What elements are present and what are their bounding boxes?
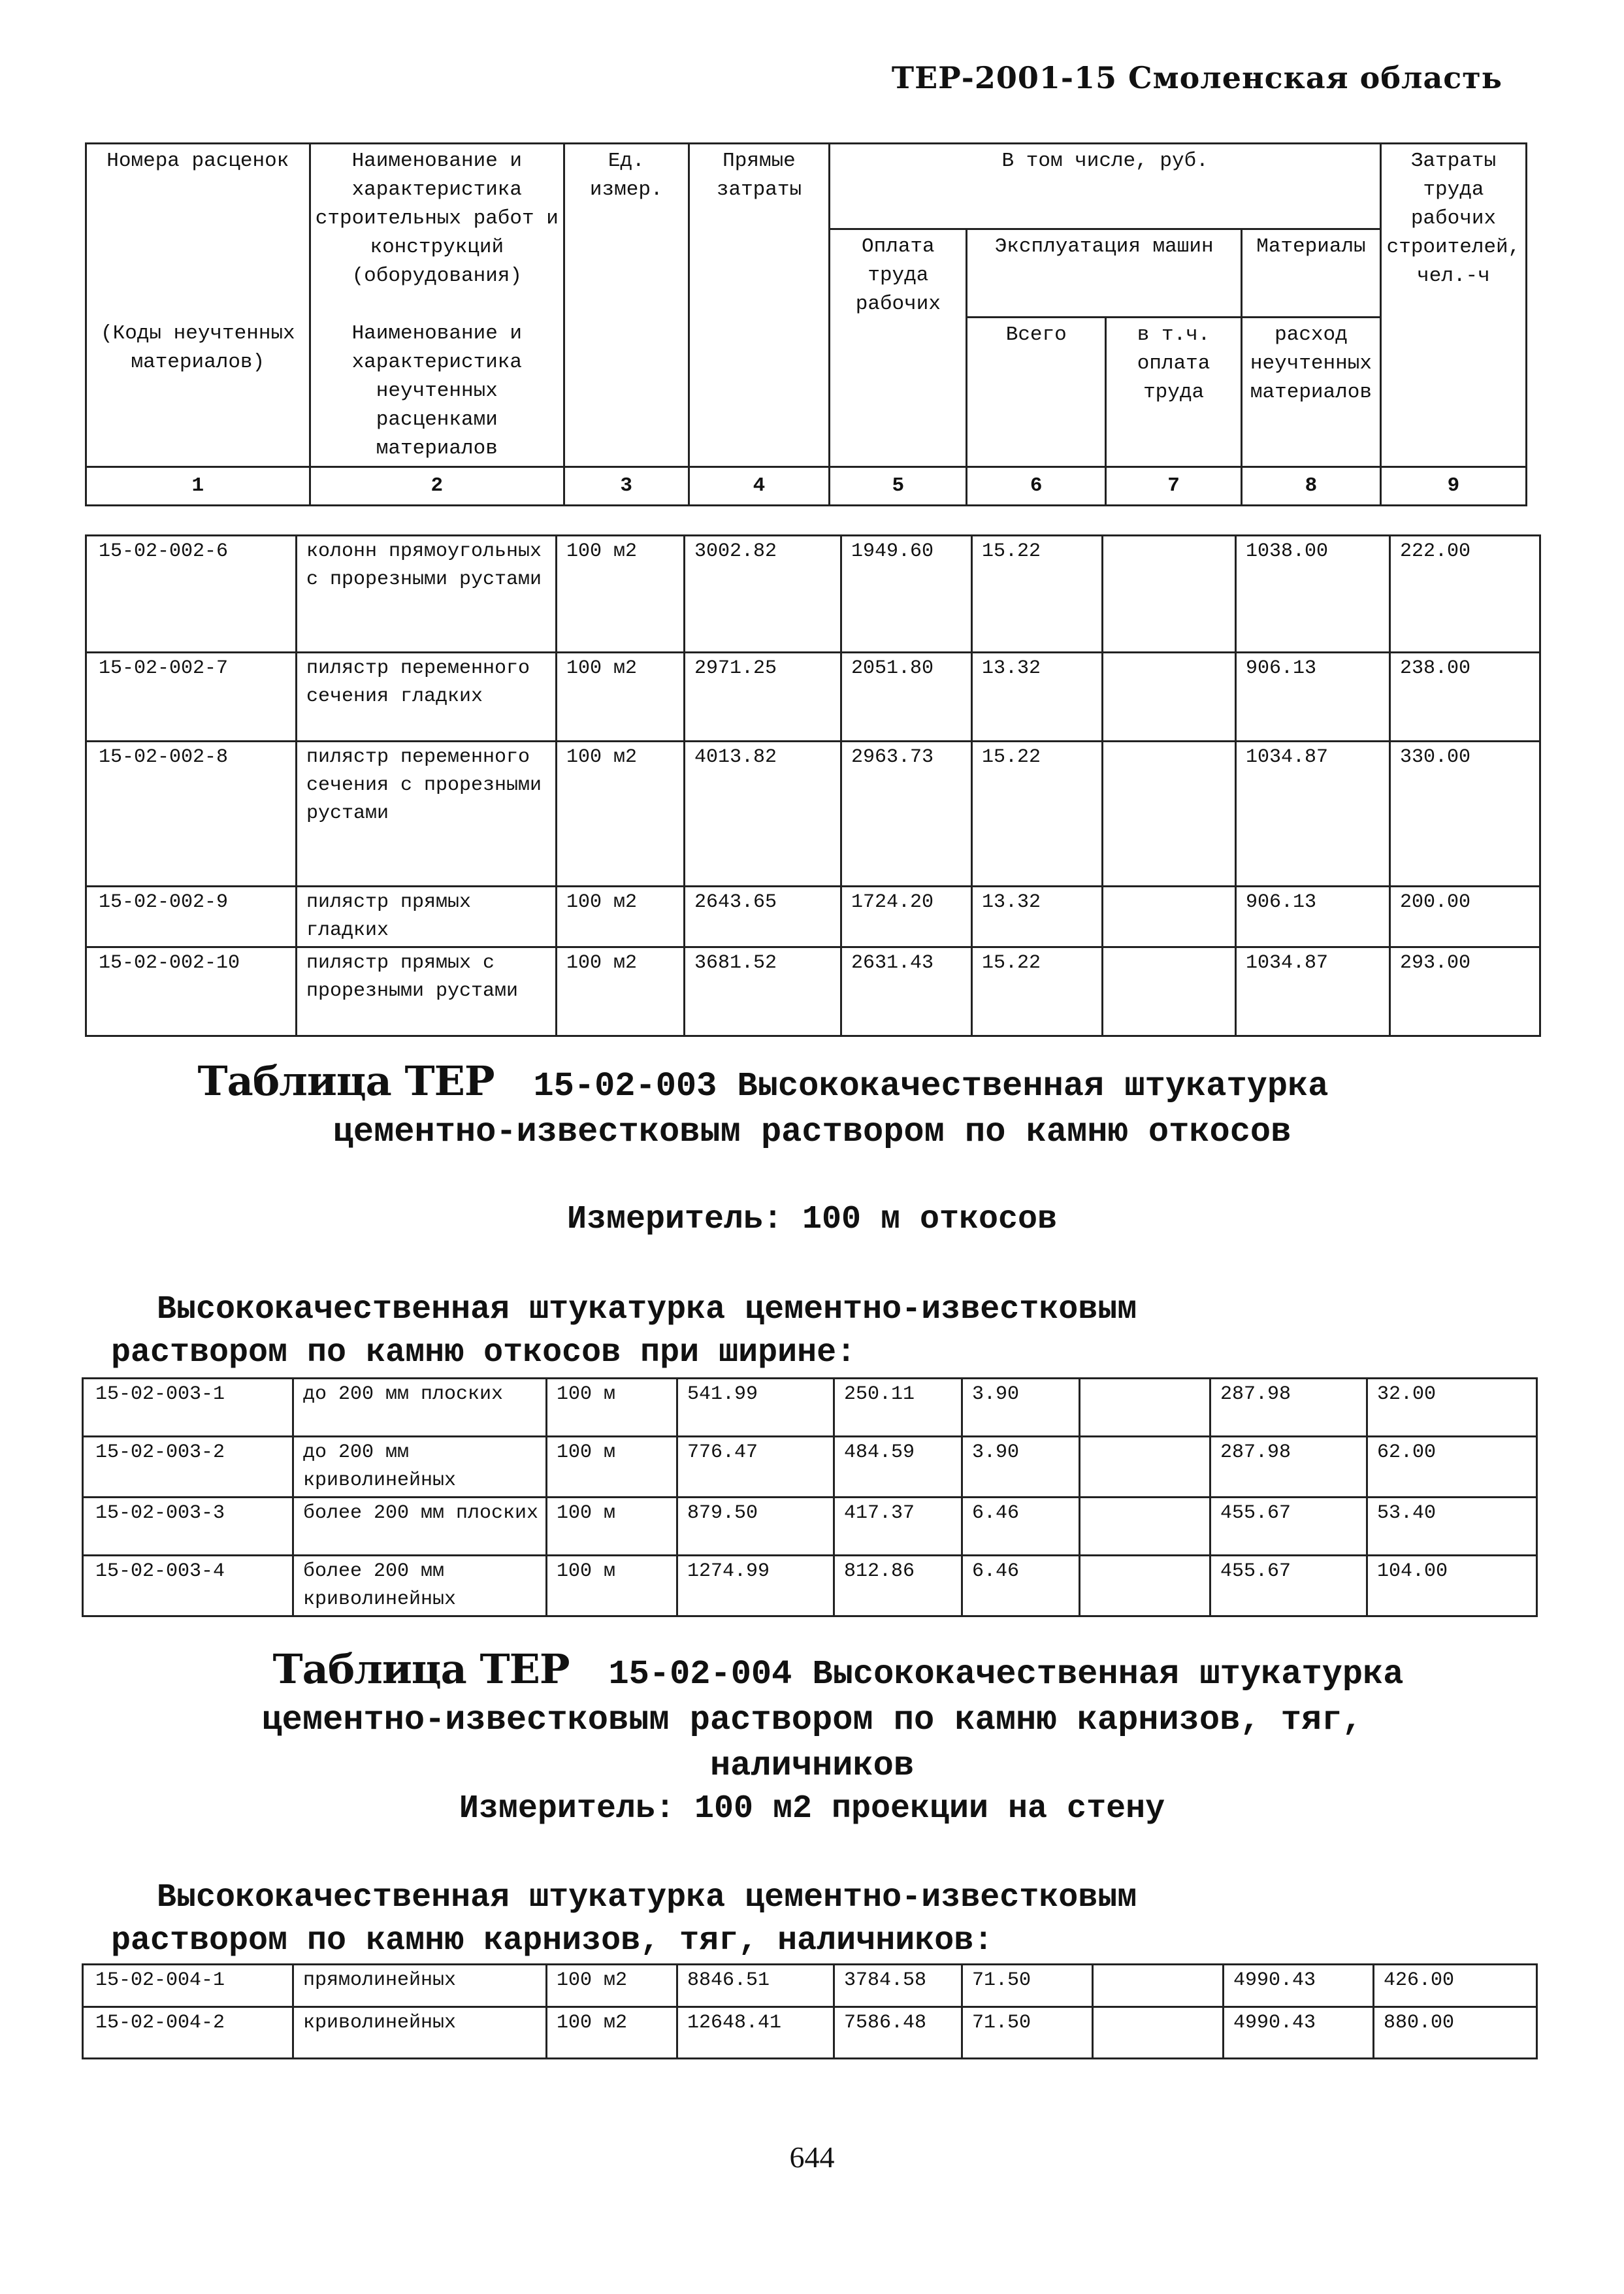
table-row xyxy=(83,1437,1537,1498)
table-row xyxy=(83,1965,1537,2007)
machines-labor-cost xyxy=(1080,1556,1210,1616)
rate-code: 15-02-002-9 xyxy=(86,887,297,947)
labor-hours: 426.00 xyxy=(1374,1965,1537,2007)
col-1-header: Номера расценок xyxy=(86,144,310,318)
materials-cost: 4990.43 xyxy=(1224,1965,1374,2007)
machines-labor-cost xyxy=(1103,536,1236,653)
work-name: пилястр переменного сечения гладких xyxy=(297,653,557,742)
machines-cost: 15.22 xyxy=(972,742,1103,887)
col-2-header: Наименование и характеристика строительных работ и конструкций (оборудования) xyxy=(310,144,564,318)
labor-cost: 7586.48 xyxy=(834,2007,962,2059)
page-header: ТЕР-2001-15 Смоленская область xyxy=(891,60,1502,95)
col-7-header: в т.ч. оплата труда xyxy=(1106,317,1242,467)
machines-labor-cost xyxy=(1093,2007,1224,2059)
direct-costs: 2971.25 xyxy=(685,653,841,742)
labor-hours: 330.00 xyxy=(1390,742,1540,887)
section-meter: Измеритель: 100 м2 проекции на стену xyxy=(459,1790,1165,1827)
direct-costs: 4013.82 xyxy=(685,742,841,887)
table-row xyxy=(86,536,1540,653)
work-name: пилястр переменного сечения с прорезными рустами xyxy=(297,742,557,887)
machines-cost: 71.50 xyxy=(962,1965,1093,2007)
col-2-subheader: Наименование и характеристика неучтенных расценками материалов xyxy=(310,317,564,467)
col-number: 6 xyxy=(967,467,1106,506)
col-3-header: Ед. измер. xyxy=(564,144,689,467)
materials-cost: 455.67 xyxy=(1210,1498,1367,1556)
work-name: до 200 мм плоских xyxy=(293,1379,547,1437)
machines-cost: 3.90 xyxy=(962,1437,1080,1498)
work-name: колонн прямоугольных с прорезными рустами xyxy=(297,536,557,653)
col-number: 3 xyxy=(564,467,689,506)
subheading-line: Высококачественная штукатурка цементно-известковым xyxy=(157,1291,1137,1328)
materials-cost: 1034.87 xyxy=(1236,947,1390,1036)
machines-cost: 13.32 xyxy=(972,887,1103,947)
subheading-line: Высококачественная штукатурка цементно-известковым xyxy=(157,1879,1137,1916)
rate-code: 15-02-004-1 xyxy=(83,1965,293,2007)
column-numbers-row xyxy=(86,467,1527,506)
unit: 100 м xyxy=(547,1556,677,1616)
machines-header: Эксплуатация машин xyxy=(967,229,1242,318)
labor-hours: 32.00 xyxy=(1367,1379,1537,1437)
subheading-line: раствором по камню откосов при ширине: xyxy=(111,1334,856,1371)
unit: 100 м2 xyxy=(557,742,685,887)
rate-code: 15-02-002-10 xyxy=(86,947,297,1036)
table-title-line: 15-02-003 Высококачественная штукатурка xyxy=(533,1067,1329,1106)
col-number: 8 xyxy=(1241,467,1380,506)
work-name: пилястр прямых гладких xyxy=(297,887,557,947)
section-subheading xyxy=(111,1288,1137,1375)
machines-cost: 13.32 xyxy=(972,653,1103,742)
machines-labor-cost xyxy=(1103,742,1236,887)
labor-cost: 484.59 xyxy=(834,1437,962,1498)
col-4-header: Прямые затраты xyxy=(689,144,830,467)
direct-costs: 8846.51 xyxy=(677,1965,834,2007)
machines-labor-cost xyxy=(1080,1379,1210,1437)
table-row xyxy=(86,742,1540,887)
col-number: 7 xyxy=(1106,467,1242,506)
col-8-header: Материалы xyxy=(1241,229,1380,318)
unit: 100 м xyxy=(547,1437,677,1498)
table-row xyxy=(83,1379,1537,1437)
section-title-15-02-004 xyxy=(0,1647,1624,1789)
work-name: криволинейных xyxy=(293,2007,547,2059)
table-row xyxy=(83,1556,1537,1616)
rates-table-15-02-004 xyxy=(82,1963,1538,2059)
labor-cost: 250.11 xyxy=(834,1379,962,1437)
subheading-line: раствором по камню карнизов, тяг, наличников: xyxy=(111,1922,994,1959)
work-name: более 200 мм криволинейных xyxy=(293,1556,547,1616)
machines-cost: 3.90 xyxy=(962,1379,1080,1437)
work-name: более 200 мм плоских xyxy=(293,1498,547,1556)
direct-costs: 541.99 xyxy=(677,1379,834,1437)
labor-hours: 238.00 xyxy=(1390,653,1540,742)
materials-cost: 906.13 xyxy=(1236,653,1390,742)
labor-cost: 812.86 xyxy=(834,1556,962,1616)
machines-cost: 15.22 xyxy=(972,536,1103,653)
table-row xyxy=(86,947,1540,1036)
materials-cost: 1038.00 xyxy=(1236,536,1390,653)
labor-cost: 2963.73 xyxy=(841,742,972,887)
table-row xyxy=(83,1498,1537,1556)
col-9-header: Затраты труда рабочих строителей, чел.-ч xyxy=(1380,144,1526,467)
machines-labor-cost xyxy=(1103,653,1236,742)
machines-cost: 71.50 xyxy=(962,2007,1093,2059)
labor-hours: 880.00 xyxy=(1374,2007,1537,2059)
materials-cost: 1034.87 xyxy=(1236,742,1390,887)
labor-hours: 62.00 xyxy=(1367,1437,1537,1498)
unit: 100 м xyxy=(547,1379,677,1437)
col-1-subheader: (Коды неучтенных материалов) xyxy=(86,317,310,467)
rate-code: 15-02-002-6 xyxy=(86,536,297,653)
table-row xyxy=(83,2007,1537,2059)
unit: 100 м2 xyxy=(547,1965,677,2007)
materials-cost: 287.98 xyxy=(1210,1379,1367,1437)
section-title-15-02-003 xyxy=(0,1058,1624,1155)
section-meter: Измеритель: 100 м откосов xyxy=(566,1201,1058,1238)
direct-costs: 12648.41 xyxy=(677,2007,834,2059)
unit: 100 м2 xyxy=(547,2007,677,2059)
work-name: прямолинейных xyxy=(293,1965,547,2007)
col-number: 5 xyxy=(830,467,967,506)
unit: 100 м2 xyxy=(557,947,685,1036)
machines-cost: 15.22 xyxy=(972,947,1103,1036)
materials-cost: 4990.43 xyxy=(1224,2007,1374,2059)
table-title-line: 15-02-004 Высококачественная штукатурка xyxy=(608,1655,1404,1694)
direct-costs: 776.47 xyxy=(677,1437,834,1498)
labor-cost: 417.37 xyxy=(834,1498,962,1556)
machines-labor-cost xyxy=(1080,1498,1210,1556)
machines-cost: 6.46 xyxy=(962,1556,1080,1616)
labor-hours: 222.00 xyxy=(1390,536,1540,653)
rate-code: 15-02-003-1 xyxy=(83,1379,293,1437)
group-header: В том числе, руб. xyxy=(830,144,1380,229)
page-number: 644 xyxy=(789,2140,835,2174)
labor-hours: 200.00 xyxy=(1390,887,1540,947)
table-row xyxy=(86,653,1540,742)
rate-code: 15-02-002-8 xyxy=(86,742,297,887)
machines-labor-cost xyxy=(1093,1965,1224,2007)
direct-costs: 879.50 xyxy=(677,1498,834,1556)
rate-code: 15-02-004-2 xyxy=(83,2007,293,2059)
col-number: 9 xyxy=(1380,467,1526,506)
rate-code: 15-02-003-3 xyxy=(83,1498,293,1556)
labor-cost: 2051.80 xyxy=(841,653,972,742)
labor-hours: 53.40 xyxy=(1367,1498,1537,1556)
materials-cost: 906.13 xyxy=(1236,887,1390,947)
col-8-subheader: расход неучтенных материалов xyxy=(1241,317,1380,467)
rates-table-15-02-002 xyxy=(85,534,1541,1037)
rates-table-15-02-003 xyxy=(82,1377,1538,1617)
labor-cost: 2631.43 xyxy=(841,947,972,1036)
col-6-header: Всего xyxy=(967,317,1106,467)
col-5-header: Оплата труда рабочих xyxy=(830,229,967,467)
materials-cost: 287.98 xyxy=(1210,1437,1367,1498)
rate-code: 15-02-002-7 xyxy=(86,653,297,742)
table-label: Таблица ТЕР xyxy=(272,1645,570,1693)
unit: 100 м2 xyxy=(557,536,685,653)
rate-code: 15-02-003-2 xyxy=(83,1437,293,1498)
labor-cost: 1949.60 xyxy=(841,536,972,653)
unit: 100 м xyxy=(547,1498,677,1556)
direct-costs: 1274.99 xyxy=(677,1556,834,1616)
materials-cost: 455.67 xyxy=(1210,1556,1367,1616)
unit: 100 м2 xyxy=(557,887,685,947)
labor-cost: 3784.58 xyxy=(834,1965,962,2007)
table-row xyxy=(86,887,1540,947)
machines-cost: 6.46 xyxy=(962,1498,1080,1556)
unit: 100 м2 xyxy=(557,653,685,742)
direct-costs: 3002.82 xyxy=(685,536,841,653)
labor-hours: 293.00 xyxy=(1390,947,1540,1036)
machines-labor-cost xyxy=(1080,1437,1210,1498)
col-number: 4 xyxy=(689,467,830,506)
labor-hours: 104.00 xyxy=(1367,1556,1537,1616)
direct-costs: 2643.65 xyxy=(685,887,841,947)
col-number: 1 xyxy=(86,467,310,506)
work-name: пилястр прямых с прорезными рустами xyxy=(297,947,557,1036)
direct-costs: 3681.52 xyxy=(685,947,841,1036)
machines-labor-cost xyxy=(1103,947,1236,1036)
rate-code: 15-02-003-4 xyxy=(83,1556,293,1616)
table-title-line: цементно-известковым раствором по камню карнизов, тяг, xyxy=(261,1701,1363,1739)
machines-labor-cost xyxy=(1103,887,1236,947)
table-label: Таблица ТЕР xyxy=(197,1057,495,1105)
work-name: до 200 мм криволинейных xyxy=(293,1437,547,1498)
table-title-line: наличников xyxy=(709,1746,915,1785)
table-title-line: цементно-известковым раствором по камню откосов xyxy=(333,1113,1291,1151)
col-number: 2 xyxy=(310,467,564,506)
section-subheading xyxy=(111,1876,1137,1963)
labor-cost: 1724.20 xyxy=(841,887,972,947)
column-header-table xyxy=(85,142,1527,506)
